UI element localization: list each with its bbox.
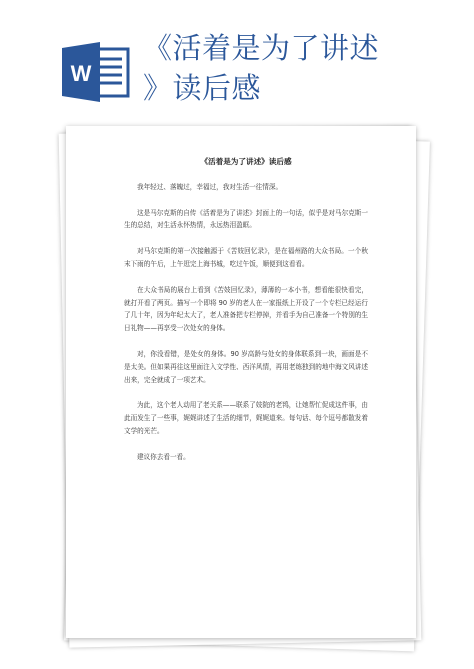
banner-title	[143, 28, 463, 108]
banner-title-line-1: 《活着是为了讲述	[143, 31, 380, 65]
paragraph: 我年轻过、落魄过，幸福过，我对生活一往情深。	[137, 182, 283, 191]
paragraph: 对，你没看错，是处女的身体。90 岁高龄与处女的身体联系到一块，画面是不是太美。但如果再往这里面注入文学性、西洋风情，再用老练独到的地中海文风讲述出来，完全就成了一项艺术。	[124, 349, 368, 384]
document-body	[124, 156, 368, 477]
paragraph: 为此，这个老人动用了老关系——联系了妓院的老鸨，让她帮忙促成这件事，由此而发生了一些事，娓娓讲述了生活的细节，娓娓道来。每句话、每个逗号都散发着文学的光芒。	[124, 401, 368, 435]
paragraph: 建议你去看一看。	[137, 452, 190, 461]
banner-title-line-2: 》读后感	[143, 71, 262, 105]
document-title: 《活着是为了讲述》读后感	[200, 157, 292, 166]
paragraph: 这是马尔克斯的自传《活着是为了讲述》封面上的一句话，似乎是对马尔克斯一生的总结，对生活永怀热情，永远热泪盈眶。	[124, 208, 368, 230]
header-banner	[0, 0, 474, 120]
paragraph: 在大众书局的展台上看到《苦妓回忆录》，薄薄的一本小书，想看能很快看完，就打开看了两页。描写一个即将 90 岁的老人在一家报纸上开设了一个专栏已经运行了几十年，因为年纪太大了，老人准备把专栏停掉，并看手为自己准备一个特别的生日礼物——再享受一次处女的身体。	[124, 285, 368, 333]
logo-letter: W	[70, 61, 92, 86]
paragraph: 对马尔克斯的第一次接触源于《苦妓回忆录》，是在福州路的大众书局。一个秋末下雨的午后，上午逛完上海书城，吃过午饭，顺便到这看看。	[124, 247, 368, 268]
word-document-icon	[62, 42, 132, 102]
document-page	[66, 126, 416, 638]
document-preview	[58, 126, 422, 651]
